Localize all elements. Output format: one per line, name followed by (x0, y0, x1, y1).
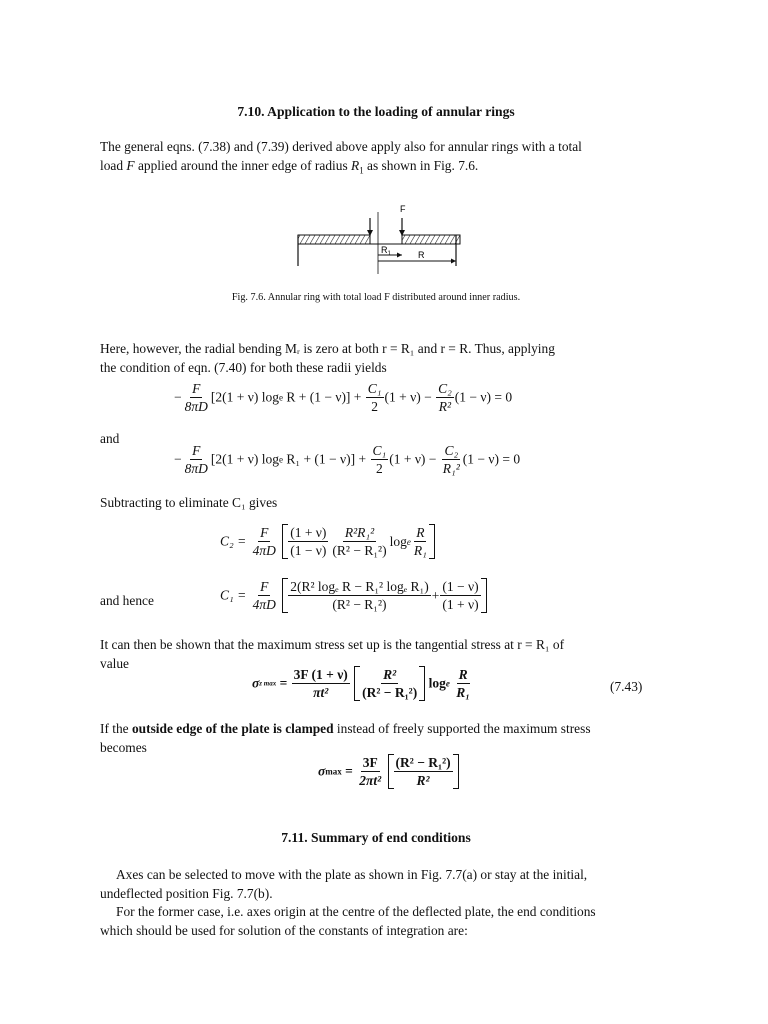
p2-line-1: For the former case, i.e. axes origin at the centre of the deflected plate, the end conditions (116, 904, 596, 919)
equation-sigma-max: σmax = $\frac{3F}{\text{2πt²}}$ $\frac{\text{(R² − R₁²)}}{\text{R²}}$ (318, 754, 459, 789)
summary-paragraph-1 (100, 866, 652, 940)
figure-caption: Fig. 7.6. Annular ring with total load F distributed around inner radius. (231, 292, 521, 303)
intro-paragraph (100, 138, 652, 175)
radial-bending-paragraph (100, 340, 652, 377)
equation-number-7-43: (7.43) (610, 679, 643, 694)
label-R1: $R_1$ (381, 245, 391, 257)
para3-line-1: It can then be shown that the maximum stress set up is the tangential stress at r = R₁ of (100, 637, 565, 652)
clamped-edge-paragraph (100, 720, 652, 757)
p1-line-2: undeflected position Fig. 7.7(b). (100, 885, 273, 901)
equation-3-c2: C₂ = $\frac{F}{4\pi D}$ $\frac{(1 + \nu)}{(1 - \nu)}$ $\frac{\text{R²R₁²}}{\text{(R² − R₁²)}}$ log e $\frac{R}{\text{R₁}}$ (220, 524, 435, 559)
intro-line-1: The general eqns. (7.38) and (7.39) derived above apply also for annular rings with a total (100, 139, 582, 154)
equation-7-43: σz max = $\frac{3F (1 + \nu)}{\text{πt²}}$ $\frac{\text{R²}}{\text{(R² − R₁²)}}$ loge $\frac{R}{\text{R₁}}$ (252, 667, 470, 700)
para2-line-2: the condition of eqn. (7.40) for both these radii yields (100, 359, 387, 375)
and-hence-label: and hence (100, 593, 154, 608)
para4-line-2: becomes (100, 739, 147, 755)
equation-1: − $\frac{F}{8\pi D}$ [2(1 + ν) loge R + (1 − ν)] + $\frac{\text{C₁}}{2}$ (1 + ν) − $\frac{\text{C₂}}{\text{R²}}$ (1 − ν) = 0 (174, 381, 513, 414)
p1-line-1: Axes can be selected to move with the plate as shown in Fig. 7.7(a) or stay at the initial, (116, 867, 588, 882)
para4-line-1: If the outside edge of the plate is clamped instead of freely supported the maximum stress (100, 721, 591, 736)
section-7-11-heading: 7.11. Summary of end conditions (281, 830, 471, 845)
subtracting-line: Subtracting to eliminate C₁ gives (100, 495, 278, 510)
p2-line-2: which should be used for solution of the constants of integration are: (100, 922, 468, 938)
intro-line-2: load F applied around the inner edge of radius $R_1$ as shown in Fig. 7.6. (100, 157, 479, 176)
para3-line-2: value (100, 655, 129, 671)
label-F: F (400, 204, 406, 214)
annular-ring-figure (290, 200, 470, 280)
section-7-10-heading: 7.10. Application to the loading of annular rings (237, 104, 515, 119)
ring-section-left (298, 235, 370, 244)
ring-section-right (402, 235, 460, 244)
and-label: and (100, 431, 120, 446)
para2-line-1: Here, however, the radial bending Mᵣ is zero at both r = R₁ and r = R. Thus, applying (100, 341, 555, 356)
equation-4-c1: C₁ = $\frac{F}{4\pi D}$ $\frac{\text{2(R² logₑ R − R₁² logₑ R₁)}}{\text{(R² − R₁²)}}$ + $\frac{(1 - \nu)}{(1 + \nu)}$ (220, 578, 487, 613)
label-R: R (418, 250, 425, 260)
equation-2: − $\frac{F}{8\pi D}$ [2(1 + ν) loge R₁ + (1 − ν)] + $\frac{\text{C₁}}{2}$ (1 + ν) − $\frac{\text{C₂}}{\text{R₁²}}$ (1 − ν) = 0 (174, 443, 521, 476)
